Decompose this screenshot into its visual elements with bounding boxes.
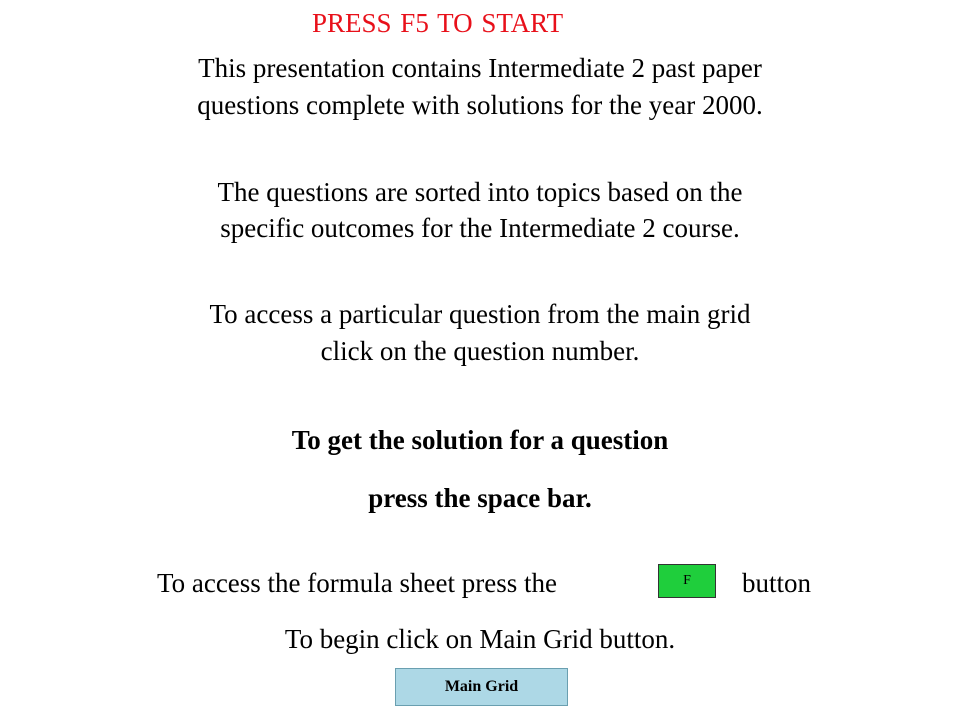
topics-line-2: specific outcomes for the Intermediate 2 course. [220, 213, 740, 243]
formula-instruction-text: To access the formula sheet press the [157, 568, 557, 598]
access-line-1: To access a particular question from the main grid [209, 299, 751, 329]
access-line-2: click on the question number. [320, 336, 640, 366]
press-f5-header: PRESS F5 TO START [312, 8, 564, 38]
solution-line-2: press the space bar. [368, 483, 592, 513]
topics-line-1: The questions are sorted into topics based on the [217, 177, 743, 207]
formula-sheet-button[interactable]: F [658, 564, 716, 598]
intro-line-1: This presentation contains Intermediate 2 past paper [198, 53, 762, 83]
formula-sheet-row [0, 564, 960, 604]
begin-instruction: To begin click on Main Grid button. [284, 624, 676, 654]
intro-line-2: questions complete with solutions for the year 2000. [197, 90, 763, 120]
formula-instruction-suffix: button [742, 568, 812, 598]
main-grid-button[interactable]: Main Grid [395, 668, 568, 706]
solution-line-1: To get the solution for a question [291, 425, 669, 455]
